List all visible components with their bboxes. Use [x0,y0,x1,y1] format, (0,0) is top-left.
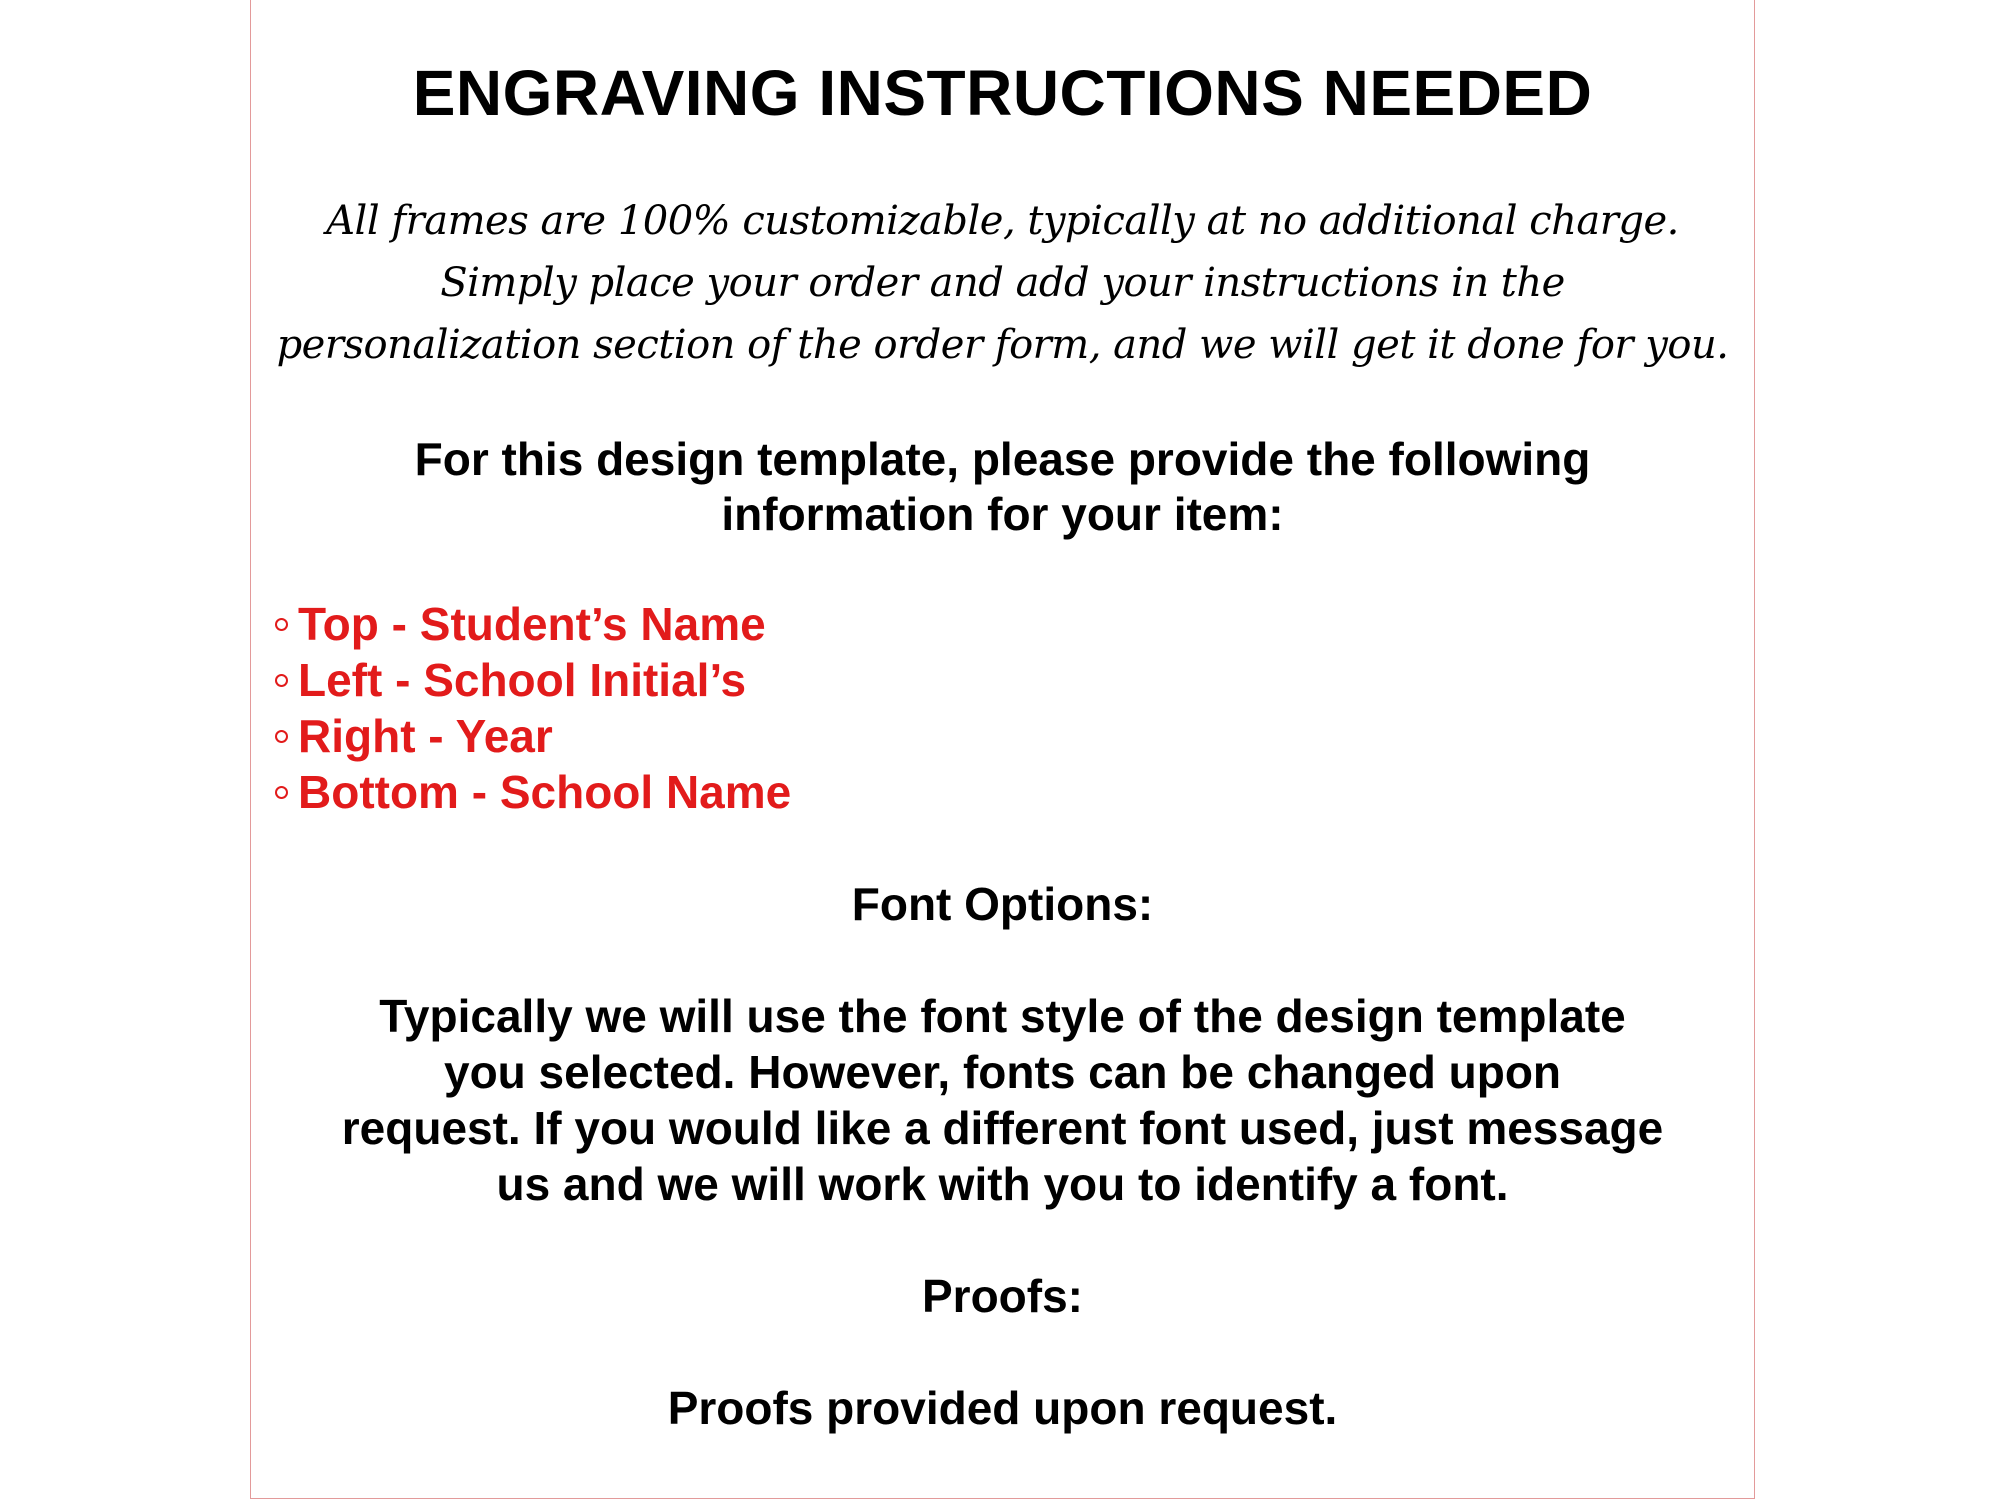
page-title: ENGRAVING INSTRUCTIONS NEEDED [412,57,1593,129]
request-line-2: information for your item: [721,488,1284,540]
list-item [273,596,791,652]
bullet-circle-icon [275,730,288,743]
list-item [273,764,791,820]
proofs-heading: Proofs: [922,1270,1083,1322]
font-options-heading: Font Options: [851,878,1154,930]
bullet-label-right: Right - Year [298,710,553,762]
font-options-line-4: us and we will work with you to identify a font. [496,1158,1509,1210]
list-item [273,708,791,764]
request-line-1: For this design template, please provide the following [414,433,1591,485]
intro-line-3: personalization section of the order form, and we will get it done for you. [276,322,1729,368]
intro-line-2: Simply place your order and add your instructions in the [440,260,1565,306]
font-options-line-3: request. If you would like a different font used, just message [341,1102,1664,1154]
bullet-circle-icon [275,618,288,631]
engraving-fields-list [273,596,791,820]
font-options-line-2: you selected. However, fonts can be changed upon [443,1046,1562,1098]
list-item [273,652,791,708]
bullet-circle-icon [275,786,288,799]
instructions-panel [250,0,1755,1499]
proofs-body: Proofs provided upon request. [667,1382,1338,1434]
bullet-circle-icon [275,674,288,687]
bullet-label-left: Left - School Initial’s [298,654,747,706]
bullet-label-top: Top - Student’s Name [298,598,766,650]
intro-line-1: All frames are 100% customizable, typically at no additional charge. [326,198,1679,244]
font-options-line-1: Typically we will use the font style of the design template [379,990,1626,1042]
bullet-label-bottom: Bottom - School Name [298,766,792,818]
